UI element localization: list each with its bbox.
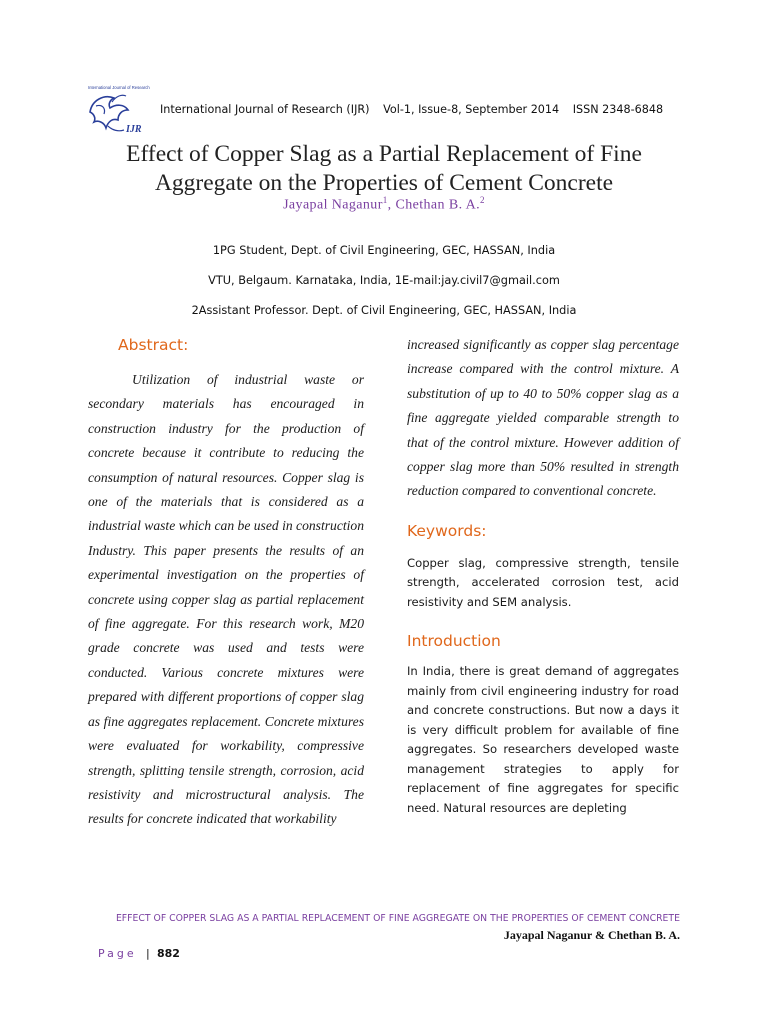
- paper-authors: [60, 195, 708, 214]
- footer-running-title: [110, 910, 680, 945]
- keywords-heading: Keywords:: [407, 521, 487, 540]
- abstract-text-left: Utilization of industrial waste or secondary materials has encouraged in construction industry for the production of concrete because it contribute to reducing the consumption of natural resources. Copper slag is one of the materials that is considered as a industrial waste which can be used in construction Industry. This paper presents the results of an experimental investigation on the properties of concrete using copper slag as partial replacement of fine aggregate. For this research work, M20 grade concrete was used and tests were conducted. Various concrete mixtures were prepared with different proportions of copper slag as fine aggregates replacement. Concrete mixtures were evaluated for workability, compressive strength, splitting tensile strength, corrosion, acid resistivity and microstructural analysis. The results for concrete indicated that workability: [88, 372, 365, 827]
- footer-title-text: EFFECT OF COPPER SLAG AS A PARTIAL REPLACEMENT OF FINE AGGREGATE ON THE PROPERTIES OF CEMENT CONCRETE: [115, 913, 680, 924]
- journal-name: International Journal of Research (IJR): [160, 103, 370, 116]
- logo-caption: International Journal of Research: [88, 85, 150, 90]
- affiliation-1: 1PG Student, Dept. of Civil Engineering, GEC, HASSAN, India: [212, 244, 556, 257]
- introduction-heading: Introduction: [407, 632, 501, 651]
- abstract-heading: Abstract:: [118, 336, 189, 354]
- author-separator: ,: [387, 197, 396, 213]
- paper-title-line-2: Aggregate on the Properties of Cement Concrete: [154, 170, 614, 196]
- journal-logo: [82, 82, 154, 140]
- affiliation-2: VTU, Belgaum. Karnataka, India, 1E-mail:jay.civil7@gmail.com: [208, 274, 560, 287]
- paper-title-line-1: Effect of Copper Slag as a Partial Replacement of Fine: [126, 141, 642, 167]
- paper-title: [60, 140, 708, 198]
- right-column: [407, 333, 679, 818]
- abstract-text-right: increased significantly as copper slag percentage increase compared with the control mixture. A substitution of up to 40 to 50% copper slag as a fine aggregate yielded comparable strength to that of the control mixture. However addition of copper slag more than 50% resulted in strength reduction compared to conventional concrete.: [407, 337, 679, 499]
- author-1: Jayapal Naganur: [283, 197, 383, 213]
- affiliation-3: 2Assistant Professor. Dept. of Civil Engineering, GEC, HASSAN, India: [191, 304, 577, 317]
- page-label: Page: [98, 947, 137, 960]
- logo-ijr-text: IJR: [126, 124, 142, 135]
- author-2: Chethan B. A.: [395, 197, 481, 213]
- journal-header-line: [160, 103, 663, 116]
- journal-issn: ISSN 2348-6848: [572, 103, 664, 116]
- page-separator: |: [146, 947, 150, 960]
- pegasus-logo-icon: [82, 82, 154, 140]
- journal-volume: Vol-1, Issue-8, September 2014: [383, 103, 560, 116]
- author-2-sup: 2: [480, 195, 485, 205]
- introduction-text: In India, there is great demand of aggregates mainly from civil engineering industry for road and concrete constructions. But now a days it is very difficult problem for available of fine aggregates. So researchers developed waste management strategies to apply for replacement of fine aggregates for specific need. Natural resources are depleting: [407, 664, 679, 815]
- footer-authors: Jayapal Naganur & Chethan B. A.: [503, 928, 680, 942]
- keywords-text: Copper slag, compressive strength, tensile strength, accelerated corrosion test, acid resistivity and SEM analysis.: [407, 555, 679, 609]
- page-number: 882: [157, 947, 180, 960]
- left-column: [88, 336, 364, 832]
- author-1-sup: 1: [382, 195, 388, 205]
